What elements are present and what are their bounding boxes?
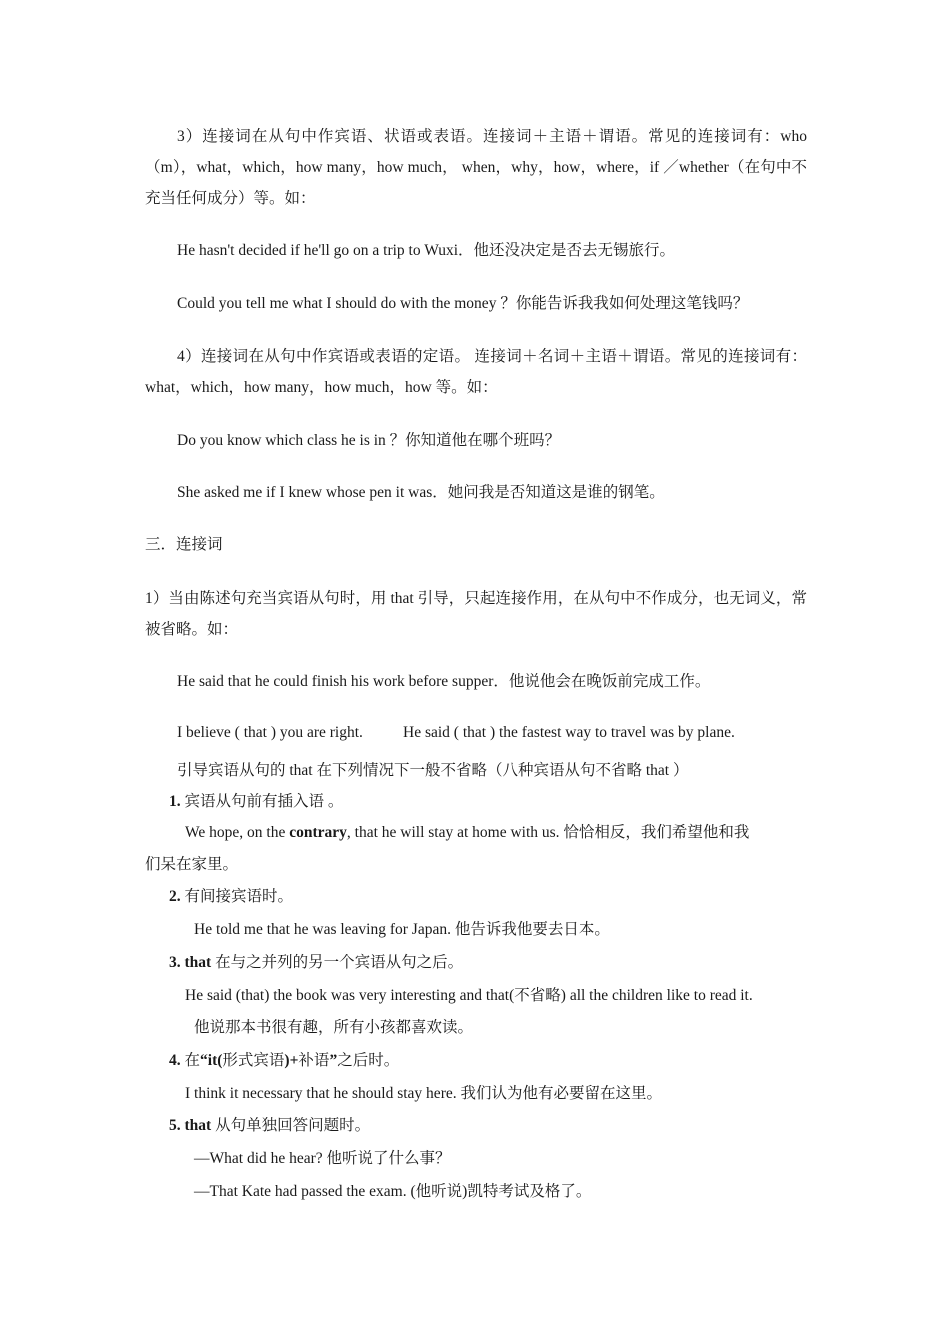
case-1-title-text: 宾语从句前有插入语 。 xyxy=(184,793,344,810)
case-2-title xyxy=(169,887,293,907)
case-5-question: —What did he hear? 他听说了什么事？ xyxy=(194,1150,451,1167)
case-3-title xyxy=(169,953,463,973)
case-3-example: He said (that) the book was very interesting and that(不省略) all the children like to read it. xyxy=(185,987,753,1004)
case-4-mid: 形式宾语 xyxy=(222,1052,285,1069)
item-4-example-1: Do you know which class he is in ？你知道他在哪个班吗？ xyxy=(177,432,561,449)
case-1-example-continued: 们呆在家里。 xyxy=(145,856,239,873)
section-heading: 三．连接词 xyxy=(145,536,223,553)
item-4-example-2: She asked me if I knew whose pen it was．她问我是否知道这是谁的钢笔。 xyxy=(177,484,665,501)
case-1-example-pre: We hope, on the xyxy=(185,824,290,841)
item-3-example-2: Could you tell me what I should do with the money ？你能告诉我我如何处理这笔钱吗？ xyxy=(177,295,749,312)
case-1-title xyxy=(169,792,343,812)
case-5-answer: —That Kate had passed the exam. (他听说)凯特考试及格了。 xyxy=(194,1183,592,1200)
case-4-title xyxy=(169,1051,399,1071)
item-1-example-2a: I believe ( that ) you are right. xyxy=(177,724,363,741)
case-3-example-translation: 他说那本书很有趣，所有小孩都喜欢读。 xyxy=(194,1019,474,1036)
case-1-number: 1. xyxy=(169,793,181,810)
case-5-title xyxy=(169,1116,370,1136)
case-3-title-text: 在与之并列的另一个宾语从句之后。 xyxy=(211,954,464,971)
case-4-bold-1: “it( xyxy=(200,1052,223,1069)
case-1-example xyxy=(185,823,749,843)
item-1-example-2b: He said ( that ) the fastest way to travel was by plane. xyxy=(403,724,735,741)
item-4-paragraph: 4）连接词在从句中作宾语或表语的定语。 连接词＋名词＋主语＋谓语。常见的连接词有：what，which，how many，how much，how 等。如： xyxy=(145,348,807,396)
case-4-number: 4. xyxy=(169,1052,181,1069)
item-3-example-1: He hasn't decided if he'll go on a trip to Wuxi．他还没决定是否去无锡旅行。 xyxy=(177,242,676,259)
case-5-number: 5. that xyxy=(169,1117,212,1134)
case-1-example-bold: contrary xyxy=(289,824,347,841)
case-4-pre: 在 xyxy=(184,1052,201,1069)
item-3-paragraph: 3）连接词在从句中作宾语、状语或表语。连接词＋主语＋谓语。常见的连接词有：who（m），what，which，how many，how much， when，why，how，where，if ／whether（在句中不充当任何成分）等。如： xyxy=(145,128,807,207)
not-omitted-intro: 引导宾语从句的 that 在下列情况下一般不省略（八种宾语从句不省略 that ） xyxy=(177,762,689,779)
case-2-title-text: 有间接宾语时。 xyxy=(184,888,294,905)
item-1-example-1: He said that he could finish his work before supper．他说他会在晚饭前完成工作。 xyxy=(177,673,711,690)
case-5-title-text: 从句单独回答问题时。 xyxy=(211,1117,371,1134)
case-4-mid-2: 补语 xyxy=(298,1052,330,1069)
case-4-post: 之后时。 xyxy=(337,1052,400,1069)
case-2-example: He told me that he was leaving for Japan. 他告诉我他要去日本。 xyxy=(194,921,610,938)
case-4-bold-3: ” xyxy=(329,1052,338,1069)
case-3-number: 3. that xyxy=(169,954,212,971)
case-1-example-post: , that he will stay at home with us. 恰恰相反，我们希望他和我 xyxy=(346,824,750,841)
case-4-bold-2: )+ xyxy=(284,1052,299,1069)
case-2-number: 2. xyxy=(169,888,181,905)
item-1-paragraph: 1）当由陈述句充当宾语从句时，用 that 引导，只起连接作用，在从句中不作成分，也无词义，常被省略。如： xyxy=(145,590,807,638)
case-4-example: I think it necessary that he should stay here. 我们认为他有必要留在这里。 xyxy=(185,1085,662,1102)
